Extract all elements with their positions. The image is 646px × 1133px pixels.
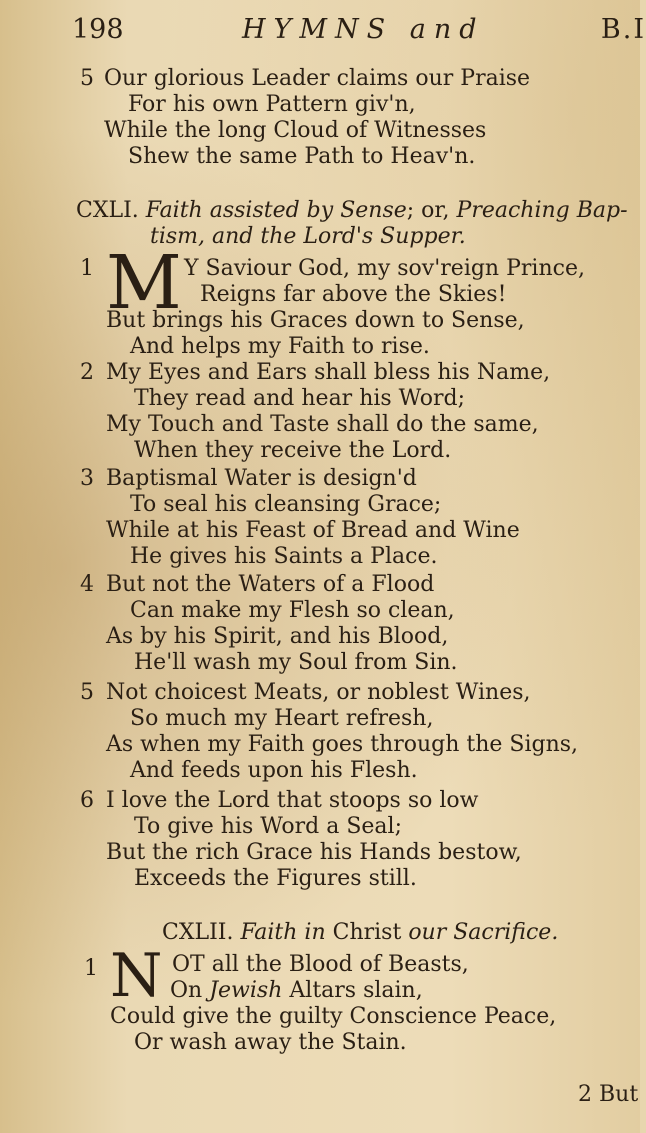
verse-number: 2 bbox=[80, 360, 94, 385]
verse-line: As when my Faith goes through the Signs, bbox=[106, 732, 579, 757]
book-marker: B.I bbox=[600, 14, 646, 45]
verse-line: Could give the guilty Conscience Peace, bbox=[110, 1004, 557, 1029]
verse-line: For his own Pattern giv'n, bbox=[128, 92, 416, 117]
hymn-numeral: CXLI. bbox=[76, 198, 139, 223]
hymn-heading bbox=[162, 920, 558, 946]
hymn-numeral: CXLII. bbox=[162, 920, 234, 945]
catchword: 2 But bbox=[578, 1082, 639, 1107]
verse-number: 3 bbox=[80, 466, 94, 491]
verse-line: To seal his cleansing Grace; bbox=[130, 492, 442, 517]
verse-line: Exceeds the Figures still. bbox=[134, 866, 417, 891]
verse-line: Y Saviour God, my sov'reign Prince, bbox=[184, 256, 585, 281]
verse-line: Not choicest Meats, or noblest Wines, bbox=[106, 680, 531, 705]
verse-word: Jewish bbox=[209, 978, 283, 1003]
hymn-heading bbox=[76, 198, 628, 224]
verse-line: While the long Cloud of Witnesses bbox=[104, 118, 487, 143]
verse-line: So much my Heart refresh, bbox=[130, 706, 434, 731]
running-title: HYMNS and bbox=[242, 14, 485, 45]
verse-line: I love the Lord that stoops so low bbox=[106, 788, 479, 813]
hymn-title: Faith assisted by Sense bbox=[145, 198, 407, 223]
verse-number: 5 bbox=[80, 66, 94, 91]
verse-line: But the rich Grace his Hands bestow, bbox=[106, 840, 522, 865]
verse-line: While at his Feast of Bread and Wine bbox=[106, 518, 520, 543]
verse-line: As by his Spirit, and his Blood, bbox=[106, 624, 449, 649]
verse-line: To give his Word a Seal; bbox=[134, 814, 402, 839]
verse-line: Reigns far above the Skies! bbox=[200, 282, 507, 307]
verse-line: My Eyes and Ears shall bless his Name, bbox=[106, 360, 551, 385]
verse-line: He gives his Saints a Place. bbox=[130, 544, 438, 569]
verse-line: Baptismal Water is design'd bbox=[106, 466, 417, 491]
verse-number: 1 bbox=[80, 256, 94, 281]
verse-line: And feeds upon his Flesh. bbox=[130, 758, 418, 783]
hymn-title-separator: ; or, bbox=[406, 198, 450, 223]
drop-cap: N bbox=[110, 941, 163, 1011]
verse-line: Our glorious Leader claims our Praise bbox=[104, 66, 531, 91]
verse-number: 4 bbox=[80, 572, 94, 597]
page-number: 198 bbox=[72, 14, 124, 45]
verse-word: On bbox=[170, 978, 203, 1003]
verse-number: 5 bbox=[80, 680, 94, 705]
verse-line: Shew the same Path to Heav'n. bbox=[128, 144, 476, 169]
running-header bbox=[72, 10, 646, 50]
verse-line: Or wash away the Stain. bbox=[134, 1030, 407, 1055]
verse-line: He'll wash my Soul from Sin. bbox=[134, 650, 458, 675]
hymn-title: Christ bbox=[332, 920, 402, 945]
verse-number: 1 bbox=[84, 956, 98, 981]
hymn-title: Faith in bbox=[240, 920, 326, 945]
verse-line: OT all the Blood of Beasts, bbox=[172, 952, 469, 977]
verse-word: Altars slain, bbox=[289, 978, 423, 1003]
verse-line bbox=[170, 978, 423, 1004]
verse-line: But brings his Graces down to Sense, bbox=[106, 308, 525, 333]
verse-line: When they receive the Lord. bbox=[134, 438, 452, 463]
drop-cap: M bbox=[106, 240, 182, 326]
verse-line: But not the Waters of a Flood bbox=[106, 572, 435, 597]
verse-number: 6 bbox=[80, 788, 94, 813]
verse-line: My Touch and Taste shall do the same, bbox=[106, 412, 539, 437]
verse-line: They read and hear his Word; bbox=[134, 386, 466, 411]
hymn-title: our Sacrifice. bbox=[408, 920, 559, 945]
verse-line: And helps my Faith to rise. bbox=[130, 334, 430, 359]
verse-line: Can make my Flesh so clean, bbox=[130, 598, 455, 623]
hymn-title-continued: tism, and the Lord's Supper. bbox=[150, 224, 466, 249]
hymn-title: Preaching Bap- bbox=[456, 198, 628, 223]
